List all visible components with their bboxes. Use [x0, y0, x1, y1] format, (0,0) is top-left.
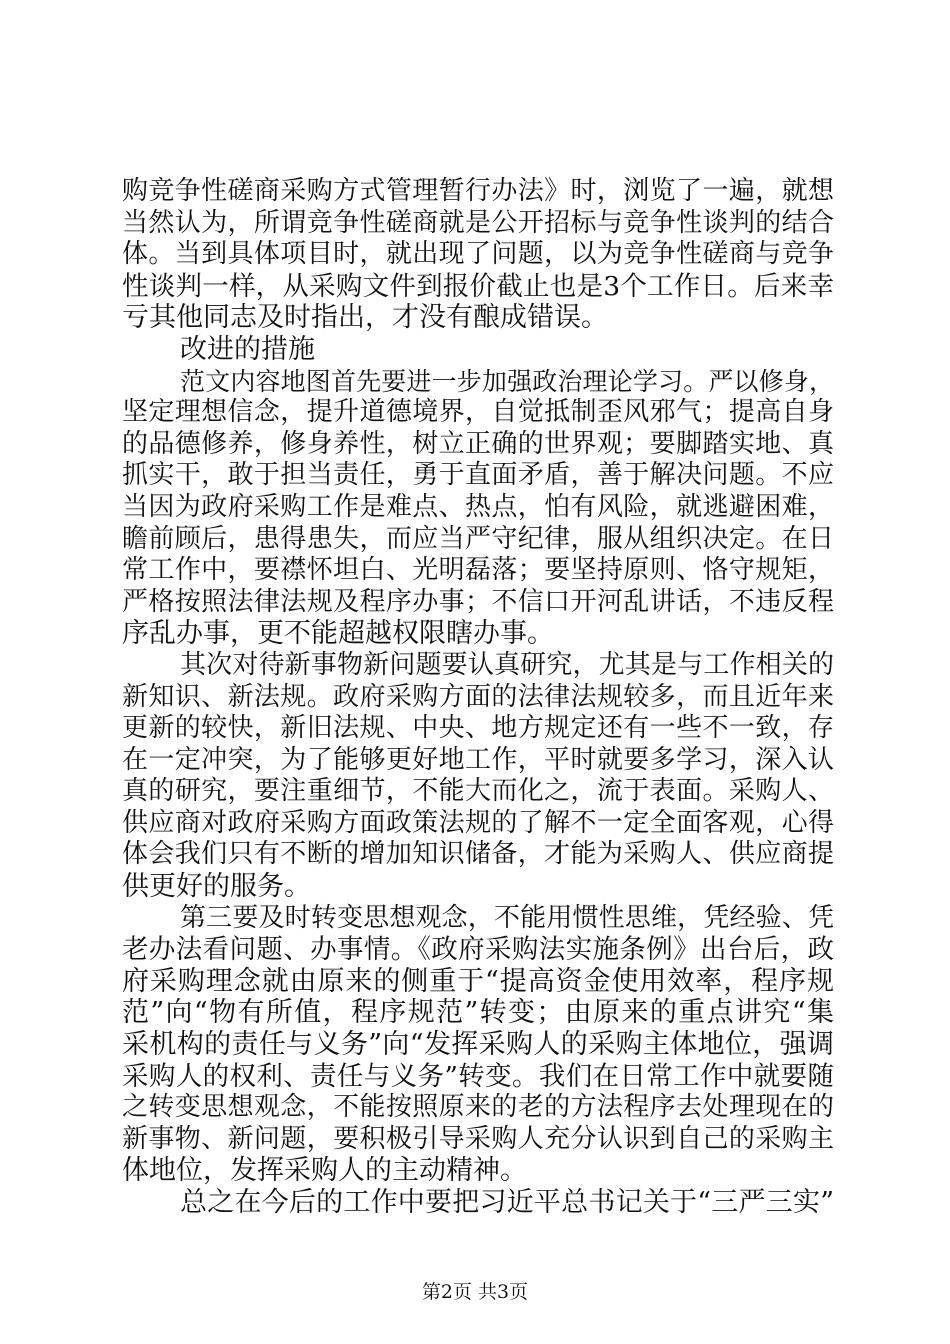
text-line: 总之在今后的工作中要把习近平总书记关于“三严三实”	[180, 1187, 834, 1218]
text-line: 坚定理想信念，提升道德境界，自觉抵制歪风邪气；提高自身	[122, 397, 834, 428]
text-line: 供更好的服务。	[122, 871, 311, 903]
text-line: 当因为政府采购工作是难点、热点，怕有风险，就逃避困难，	[122, 491, 834, 522]
text-line: 范”向“物有所值，程序规范”转变；由原来的重点讲究“集	[122, 997, 834, 1029]
text-line: 瞻前顾后，患得患失，而应当严守纪律，服从组织决定。在日	[122, 523, 834, 554]
text-line: 在一定冲突，为了能够更好地工作，平时就要多学习，深入认	[122, 744, 834, 775]
text-line: 之转变思想观念，不能按照原来的老的方法程序去处理现在的	[122, 1092, 834, 1123]
text-line: 当然认为，所谓竞争性磋商就是公开招标与竞争性谈判的结合	[122, 207, 834, 238]
text-line: 第三要及时转变思想观念，不能用惯性思维，凭经验、凭	[180, 902, 834, 933]
text-line: 供应商对政府采购方面政策法规的了解不一定全面客观，心得	[122, 807, 834, 838]
text-line: 抓实干，敢于担当责任，勇于直面矛盾，善于解决问题。不应	[122, 460, 834, 491]
text-line: 老办法看问题、办事情。《政府采购法实施条例》出台后，政	[122, 934, 834, 966]
text-line: 改进的措施	[180, 333, 315, 365]
text-line: 采购人的权利、责任与义务”转变。我们在日常工作中就要随	[122, 1060, 834, 1092]
text-line: 性谈判一样，从采购文件到报价截止也是3个工作日。后来幸	[122, 270, 834, 302]
text-line: 新事物、新问题，要积极引导采购人充分认识到自己的采购主	[122, 1123, 834, 1154]
text-line: 府采购理念就由原来的侧重于“提高资金使用效率，程序规	[122, 965, 834, 997]
text-line: 采机构的责任与义务”向“发挥采购人的采购主体地位，强调	[122, 1029, 834, 1061]
text-line: 更新的较快，新旧法规、中央、地方规定还有一些不一致，存	[122, 713, 834, 744]
text-line: 的品德修养，修身养性，树立正确的世界观；要脚踏实地、真	[122, 428, 834, 459]
text-line: 体会我们只有不断的增加知识储备，才能为采购人、供应商提	[122, 839, 834, 870]
text-line: 范文内容地图首先要进一步加强政治理论学习。严以修身，	[180, 366, 834, 396]
text-line: 序乱办事，更不能超越权限瞎办事。	[122, 618, 554, 650]
document-body	[122, 176, 834, 1219]
text-line: 新知识、新法规。政府采购方面的法律法规较多，而且近年来	[122, 681, 834, 712]
text-line: 购竞争性磋商采购方式管理暂行办法》时，浏览了一遍，就想	[122, 176, 834, 206]
text-line: 严格按照法律法规及程序办事；不信口开河乱讲话，不违反程	[122, 586, 834, 617]
text-line: 其次对待新事物新问题要认真研究，尤其是与工作相关的	[180, 649, 834, 680]
text-line: 亏其他同志及时指出，才没有酿成错误。	[122, 302, 608, 334]
text-line: 常工作中，要襟怀坦白、光明磊落；要坚持原则、恪守规矩，	[122, 555, 834, 586]
text-line: 体。当到具体项目时，就出现了问题，以为竞争性磋商与竞争	[122, 239, 834, 270]
page-footer: 第2页 共3页	[421, 1281, 529, 1303]
text-line: 体地位，发挥采购人的主动精神。	[122, 1155, 527, 1187]
text-line: 真的研究，要注重细节，不能大而化之，流于表面。采购人、	[122, 776, 834, 807]
